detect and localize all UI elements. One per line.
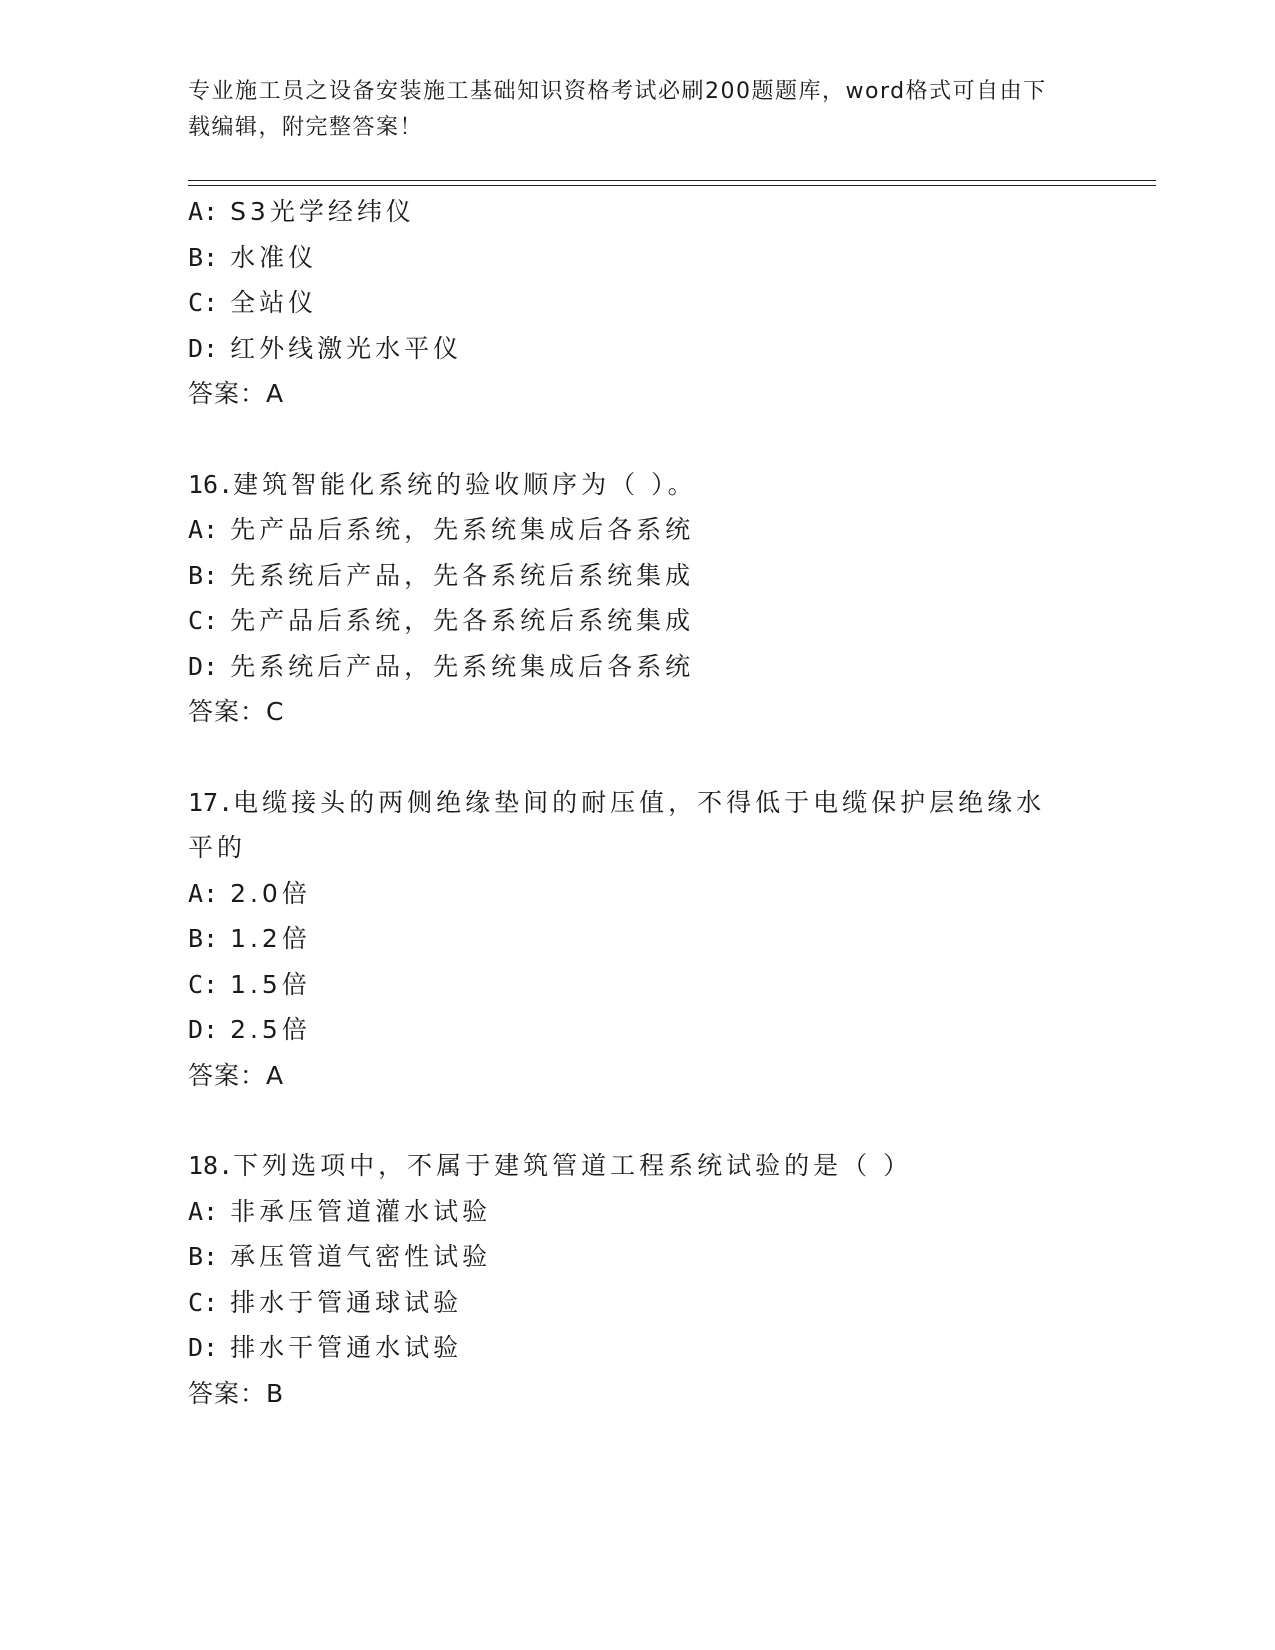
- option-d: [188, 326, 1088, 372]
- option-c: [188, 280, 1088, 326]
- option-letter: D:: [188, 1015, 219, 1044]
- option-letter: C:: [188, 969, 219, 999]
- option-letter: B:: [188, 924, 219, 953]
- option-letter: A:: [188, 1196, 219, 1226]
- question-text: 下列选项中，不属于建筑管道工程系统试验的是（ ）: [233, 1151, 913, 1180]
- option-d: [188, 1325, 1088, 1371]
- option-letter: D:: [188, 1333, 219, 1362]
- option-text: 先系统后产品，先各系统后系统集成: [230, 560, 695, 590]
- option-text: S3光学经纬仪: [230, 197, 415, 226]
- option-text: 全站仪: [230, 288, 318, 317]
- option-a: [188, 189, 1088, 235]
- answer-line: [188, 689, 1088, 735]
- option-a: [188, 871, 1088, 917]
- option-c: [188, 598, 1088, 644]
- option-text: 先系统后产品，先系统集成后各系统: [230, 651, 695, 681]
- option-d: [188, 644, 1088, 690]
- question-18: [188, 1143, 1088, 1416]
- option-letter: B:: [188, 242, 219, 272]
- option-text: 1.2倍: [230, 924, 311, 953]
- option-text: 先产品后系统，先系统集成后各系统: [230, 515, 695, 544]
- option-c: [188, 962, 1088, 1008]
- document-header: [188, 74, 1068, 146]
- option-text: 1.5倍: [230, 969, 311, 999]
- option-b: [188, 916, 1088, 962]
- option-letter: D:: [188, 651, 219, 681]
- option-text: 2.0倍: [230, 878, 311, 908]
- answer-value: B: [266, 1378, 285, 1408]
- option-text: 排水干管通水试验: [230, 1333, 463, 1362]
- option-text: 排水于管通球试验: [230, 1287, 463, 1317]
- question-stem: [188, 780, 1068, 871]
- option-letter: A:: [188, 515, 219, 544]
- question-stem: [188, 462, 1068, 508]
- option-text: 承压管道气密性试验: [230, 1242, 492, 1271]
- option-letter: A:: [188, 878, 219, 908]
- option-letter: C:: [188, 1287, 219, 1317]
- question-17: [188, 780, 1088, 1099]
- option-text: 非承压管道灌水试验: [230, 1196, 492, 1226]
- answer-value: C: [266, 697, 285, 726]
- option-text: 先产品后系统，先各系统后系统集成: [230, 606, 695, 635]
- answer-label: 答案：: [188, 379, 267, 408]
- answer-line: [188, 1053, 1088, 1099]
- answer-label: 答案：: [188, 1060, 267, 1090]
- option-b: [188, 553, 1088, 599]
- question-list: [188, 189, 1088, 1416]
- option-d: [188, 1007, 1088, 1053]
- question-text: 建筑智能化系统的验收顺序为（ ）。: [233, 469, 697, 499]
- answer-line: [188, 1371, 1088, 1417]
- option-a: [188, 1189, 1088, 1235]
- header-text: 专业施工员之设备安装施工基础知识资格考试必刷200题题库，word格式可自由下载编辑，附完整答案！: [188, 79, 1047, 140]
- answer-label: 答案：: [188, 1378, 267, 1408]
- question-stem: [188, 1143, 1068, 1189]
- option-b: [188, 1234, 1088, 1280]
- answer-label: 答案：: [188, 697, 267, 726]
- option-letter: C:: [188, 606, 219, 635]
- option-text: 红外线激光水平仪: [230, 333, 463, 363]
- question-16: [188, 462, 1088, 735]
- option-letter: A:: [188, 197, 219, 226]
- option-text: 2.5倍: [230, 1015, 311, 1044]
- question-text: 电缆接头的两侧绝缘垫间的耐压值，不得低于电缆保护层绝缘水平的: [188, 787, 1046, 862]
- option-letter: B:: [188, 1242, 219, 1271]
- spacer: [188, 1098, 1088, 1143]
- answer-value: A: [266, 1060, 285, 1090]
- answer-value: A: [266, 379, 285, 408]
- option-letter: D:: [188, 333, 219, 363]
- option-letter: B:: [188, 560, 219, 590]
- question-number: 16.: [188, 469, 234, 499]
- header-divider: [188, 180, 1156, 186]
- option-b: [188, 235, 1088, 281]
- question-number: 18.: [188, 1151, 234, 1180]
- question-number: 17.: [188, 787, 234, 817]
- option-text: 水准仪: [230, 242, 318, 272]
- option-c: [188, 1280, 1088, 1326]
- option-letter: C:: [188, 288, 219, 317]
- option-a: [188, 507, 1088, 553]
- spacer: [188, 735, 1088, 780]
- answer-line: [188, 371, 1088, 417]
- question-15: [188, 189, 1088, 417]
- spacer: [188, 417, 1088, 462]
